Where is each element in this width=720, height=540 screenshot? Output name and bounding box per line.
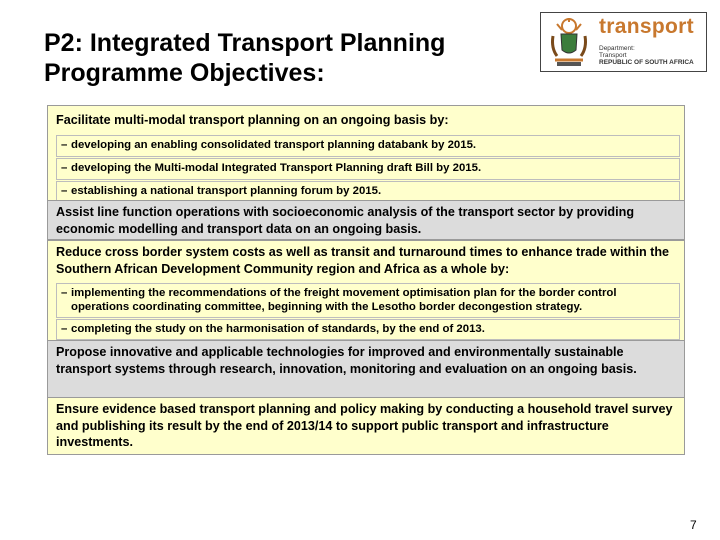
sub-objective-item [56,181,680,201]
sub-objective-item [56,158,680,180]
objective-box [47,200,685,240]
coat-of-arms-icon [545,16,593,68]
objective-box [47,240,685,341]
sub-objective-text: implementing the recommendations of the freight movement optimisation plan for the border control operations coordinating committee, beginning with the Lesotho border decongestion strategy. [71,287,617,313]
objective-text: Propose innovative and applicable technologies for improved and environmentally sustainable transport systems through research, innovation, monitoring and evaluation on an ongoing basis. [56,345,637,376]
objective-text: Assist line function operations with socioeconomic analysis of the transport sector by providing economic modelling and transport data on an ongoing basis. [56,205,635,236]
sub-objective-text: developing the Multi-modal Integrated Transport Planning draft Bill by 2015. [71,162,482,174]
sub-objective-text: establishing a national transport planning forum by 2015. [71,185,382,197]
logo-line-department: Department: [599,45,635,52]
dash-bullet: – [61,323,68,335]
department-of-transport-logo [540,12,707,72]
slide-title: P2: Integrated Transport Planning Programme Objectives: [44,29,446,87]
sub-objective-text: completing the study on the harmonisation of standards, by the end of 2013. [71,323,485,335]
objective-text: Facilitate multi-modal transport planning on an ongoing basis by: [56,113,449,127]
sub-objective-item [56,135,680,157]
page-number: 7 [690,518,697,532]
dash-bullet: – [61,287,68,299]
sub-objective-item [56,319,680,340]
logo-line-transport: Transport [599,52,627,59]
logo-line-republic: REPUBLIC OF SOUTH AFRICA [599,59,694,66]
logo-brand-text: transport [599,15,694,38]
sub-objective-item [56,283,680,318]
objective-box [47,397,685,455]
sub-objective-text: developing an enabling consolidated transport planning databank by 2015. [71,139,477,151]
dash-bullet: – [61,162,68,174]
objective-text: Ensure evidence based transport planning and policy making by conducting a household travel survey and publishing its result by the end of 2013/14 to support public transport and infrastructure investments. [56,402,673,449]
dash-bullet: – [61,139,68,151]
dash-bullet: – [61,185,68,197]
objective-box [47,105,685,201]
objective-box [47,340,685,398]
objective-text: Reduce cross border system costs as well as transit and turnaround times to enhance trade within the Southern African Development Community region and Africa as a whole by: [56,245,670,276]
